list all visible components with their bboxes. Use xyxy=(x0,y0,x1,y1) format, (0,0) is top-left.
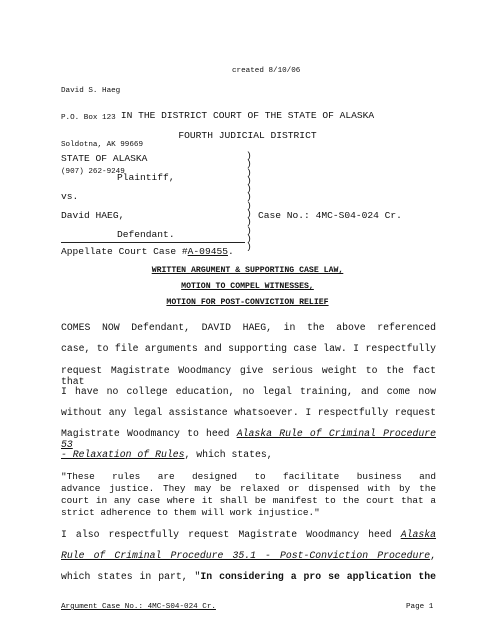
rule53-citation: Alaska Rule of Criminal Procedure 53 xyxy=(61,428,437,450)
header-address: P.O. Box 123 xyxy=(61,114,116,122)
appellate-prefix: Appellate Court Case # xyxy=(61,246,188,257)
rule35-citation: Alaska xyxy=(400,529,436,540)
court-name: IN THE DISTRICT COURT OF THE STATE OF ALASKA xyxy=(120,110,375,121)
attorney-header xyxy=(61,69,143,186)
header-city: Soldotna, AK 99669 xyxy=(61,141,144,149)
body-text: , xyxy=(430,550,436,561)
body-line-rule35-cont xyxy=(61,550,436,561)
bold-quote: In considering a pro se application the xyxy=(200,571,436,582)
body-line: case, to file arguments and supporting case law. I respectfully xyxy=(61,343,436,354)
body-line-last xyxy=(61,571,436,582)
caption-vs: vs. xyxy=(61,191,79,202)
caption-defendant-label: Defendant. xyxy=(117,229,175,240)
body-line-rule53-cont xyxy=(61,449,436,460)
body-text: , which states, xyxy=(184,449,273,460)
rule53-citation-title: - Relaxation of Rules xyxy=(61,449,185,460)
created-date: created 8/10/06 xyxy=(232,67,301,75)
body-text: which states in part, " xyxy=(61,571,201,582)
quote-line: "These rules are designed to facilitate business and xyxy=(61,471,436,482)
appellate-suffix: . xyxy=(227,246,234,257)
footer-page-number: Page 1 xyxy=(406,603,434,611)
body-line: without any legal assistance whatsoever. I respectfully request xyxy=(61,407,436,418)
body-line: request Magistrate Woodmancy give serious weight to the fact that xyxy=(61,365,436,387)
caption-state: STATE OF ALASKA xyxy=(61,153,148,164)
body-line-rule35 xyxy=(61,529,436,540)
body-line-rule53 xyxy=(61,428,436,450)
caption-case-number: Case No.: 4MC-S04-024 Cr. xyxy=(258,210,402,221)
quote-line: advance justice. They may be relaxed or dispensed with by the xyxy=(61,483,436,494)
header-name: David S. Haeg xyxy=(61,87,121,95)
rule35-citation-title: Rule of Criminal Procedure 35.1 - Post-Conviction Procedure xyxy=(61,550,431,561)
caption-defendant-name: David HAEG, xyxy=(61,210,125,221)
body-line: I have no college education, no legal training, and come now xyxy=(61,386,436,397)
body-text: Magistrate Woodmancy to heed xyxy=(61,428,237,439)
quote-line: strict adherence to them will work injustice." xyxy=(61,507,320,518)
document-title-2: MOTION TO COMPEL WITNESSES, xyxy=(181,282,314,291)
court-district: FOURTH JUDICIAL DISTRICT xyxy=(178,130,317,141)
caption-plaintiff: Plaintiff, xyxy=(117,172,175,183)
body-text: I also respectfully request Magistrate Woodmancy heed xyxy=(61,529,401,540)
caption-rule xyxy=(61,242,245,243)
document-title-1: WRITTEN ARGUMENT & SUPPORTING CASE LAW, xyxy=(151,266,344,275)
header-phone: (907) 262-9249 xyxy=(61,168,125,176)
quote-line: court in any case where it shall be manifest to the court that a xyxy=(61,495,436,506)
body-line: COMES NOW Defendant, DAVID HAEG, in the above referenced xyxy=(61,322,436,333)
appellate-case-line xyxy=(61,246,234,257)
footer-case-reference: Argument Case No.: 4MC-S04-024 Cr. xyxy=(61,603,216,611)
caption-parenthesis-column: ) ) ) ) ) ) ) ) ) ) ) ) xyxy=(246,150,252,253)
document-title-3: MOTION FOR POST-CONVICTION RELIEF xyxy=(166,298,329,307)
appellate-case-number: A-09455 xyxy=(187,246,228,257)
